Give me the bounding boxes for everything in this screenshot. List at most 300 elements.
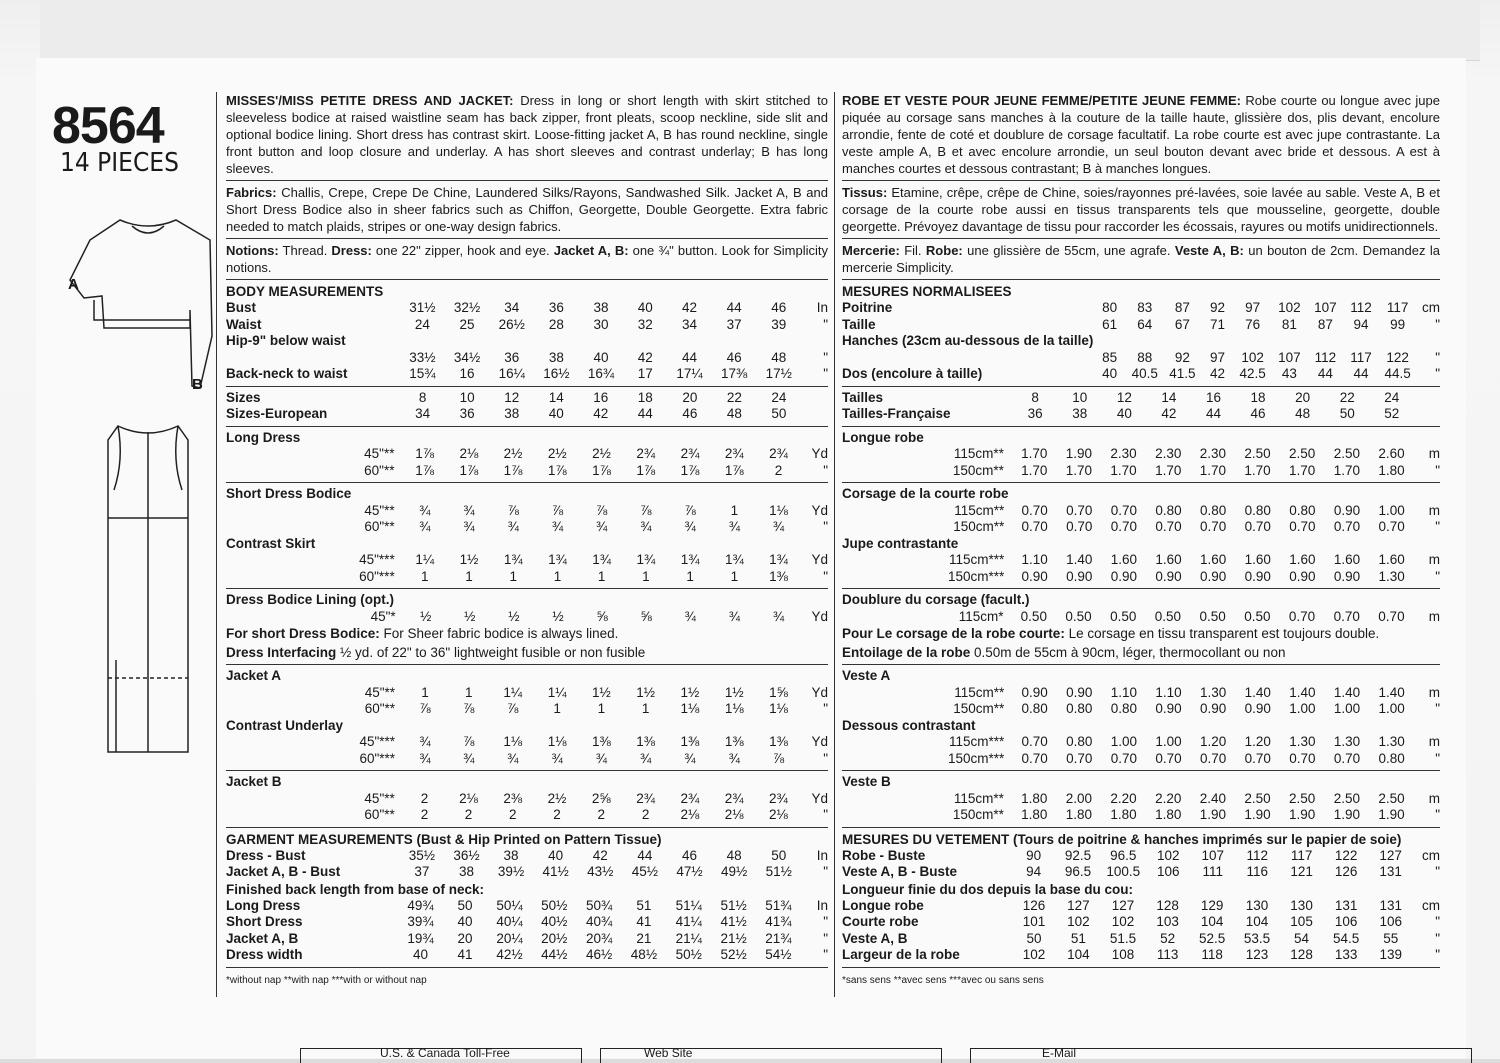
cell-value: 2¾ (724, 446, 744, 461)
unit: Yd (811, 552, 828, 567)
cell-value: 112 (1350, 300, 1372, 315)
cell-value: ⅞ (551, 502, 564, 518)
cell-value: 1⅛ (724, 701, 744, 716)
cell-value: 32½ (453, 300, 481, 315)
cell-value: 2¾ (636, 446, 656, 461)
row-sublabel: 115cm* (958, 608, 1004, 624)
cell-value: 0.90 (1244, 701, 1271, 716)
cell-value: 28 (548, 316, 564, 332)
group-heading: Contrast Underlay (226, 717, 344, 733)
unit: " (823, 750, 828, 766)
cell-value: 36½ (453, 847, 480, 863)
cell-value: 1.30 (1333, 734, 1361, 749)
cell-value: 1.30 (1378, 734, 1405, 749)
cell-value: 0.80 (1244, 502, 1271, 518)
cell-value: 42 (1209, 366, 1225, 381)
table-row (226, 947, 828, 964)
cell-value: 46 (681, 847, 698, 863)
cell-value: 2⅛ (680, 807, 700, 822)
cell-value: 117 (1386, 300, 1409, 315)
cell-value: ½ (552, 608, 564, 624)
unit: " (1435, 568, 1440, 584)
cell-value: 2.50 (1289, 790, 1316, 806)
cell-value: 38 (548, 349, 564, 365)
cell-value: 16 (1205, 389, 1221, 405)
fabrics-en: Fabrics: Challis, Crepe, Crepe De Chine, Laundered Silks/Rayons, Sandwashed Silk. Jacket A, B and Short Dress Bodice also in sheer fabrics such as Chiffon, Georgette, Double Georgette. Extra fabric needed to match plaids, stripes or one-way design fabrics. (226, 185, 828, 234)
cell-value: 48 (1295, 406, 1311, 421)
row-label: Jacket A, B (226, 930, 299, 946)
cell-value: 40 (1102, 366, 1118, 381)
cell-value: 0.70 (1066, 519, 1093, 534)
cell-value: 50¼ (496, 897, 523, 913)
cell-value: 2½ (592, 446, 611, 461)
table-row (842, 300, 1440, 317)
cell-value: 1.70 (1021, 462, 1048, 478)
cell-value: 53.5 (1243, 930, 1271, 946)
table-row (226, 914, 828, 931)
cell-value: 26½ (498, 316, 525, 332)
cell-value: 104 (1245, 914, 1269, 929)
row-label: Long Dress (226, 897, 301, 913)
cell-value: 51¾ (765, 897, 792, 913)
cell-value: 54½ (765, 947, 792, 962)
cell-value (1307, 333, 1343, 350)
cell-value (1164, 333, 1202, 350)
email-label: E-Mail (1042, 1046, 1077, 1060)
table-row (226, 300, 828, 317)
cell-value: 1 (421, 568, 429, 584)
cell-value: 17½ (765, 366, 792, 381)
cell-value: 1 (642, 568, 650, 584)
cell-value: 52 (1384, 406, 1400, 421)
row-sublabel: 115cm** (953, 790, 1004, 806)
notions-fr: Mercerie: Fil. Robe: une glissière de 55cm, une agrafe. Veste A, B: un bouton de 2cm. Demandez la mercerie Simplicity. (842, 243, 1440, 275)
cell-value: 8 (1031, 389, 1039, 405)
cell-value: 85 (1102, 349, 1118, 365)
cell-value: 34 (681, 316, 697, 332)
cell-value: 126 (1334, 864, 1358, 879)
cell-value: 42 (592, 847, 608, 863)
cell-value: 1¾ (548, 552, 567, 567)
cell-value: ½ (420, 608, 432, 624)
cell-value: 0.90 (1199, 701, 1227, 716)
cell-value: ¾ (551, 519, 564, 534)
french-column (842, 92, 1440, 989)
cell-value: 1.70 (1110, 462, 1137, 478)
cell-value: 39½ (497, 864, 525, 879)
cell-value: ¾ (507, 750, 519, 766)
website-label: Web Site (644, 1046, 693, 1060)
table-row (842, 609, 1440, 626)
cell-value: 2¾ (769, 446, 788, 461)
cell-value: 40¼ (496, 914, 523, 929)
cell-value: 41½ (720, 914, 747, 929)
cell-value: 96.5 (1064, 864, 1092, 879)
cell-value: 1.70 (1289, 462, 1316, 478)
cell-value: 2⅛ (724, 807, 744, 822)
unit: " (1435, 750, 1440, 766)
cell-value: 14 (548, 389, 564, 405)
row-label: Veste A, B - Buste (842, 864, 958, 879)
cell-value: 36 (548, 300, 564, 315)
table-row (226, 552, 828, 569)
cell-value: 44 (637, 847, 653, 863)
cell-value: 1¾ (769, 552, 788, 567)
cell-value (400, 333, 445, 350)
cell-value: ¾ (684, 608, 696, 624)
cell-value: 21½ (720, 930, 747, 946)
cell-value: 0.80 (1378, 750, 1405, 766)
cell-value: 87 (1317, 316, 1333, 332)
row-label: Sizes (226, 389, 261, 405)
cell-value: 1.30 (1289, 734, 1316, 749)
cell-value: 50 (771, 406, 787, 421)
cell-value: 41.5 (1169, 366, 1196, 381)
cell-value: 40.5 (1131, 366, 1158, 381)
cell-value: 0.50 (1065, 608, 1092, 624)
cell-value: 1 (553, 568, 562, 584)
cell-value: 97 (1245, 300, 1261, 315)
cell-value: ¾ (595, 750, 607, 766)
cell-value: 2 (597, 807, 606, 822)
table-row (226, 898, 828, 915)
cell-value (1379, 333, 1417, 350)
table-row (842, 791, 1440, 808)
table-row (842, 317, 1440, 334)
table-row (842, 366, 1440, 383)
group-heading: Short Dress Bodice (226, 486, 352, 501)
cell-value: 1 (597, 568, 606, 584)
cell-value: ¾ (640, 519, 652, 534)
cell-value: 36 (504, 349, 520, 365)
cell-value: 100.5 (1106, 864, 1141, 879)
cell-value: 1⅞ (636, 462, 656, 478)
table-row (842, 503, 1440, 520)
cell-value: 117 (1290, 847, 1313, 863)
cell-value: 40 (412, 947, 428, 962)
unit: m (1428, 552, 1440, 567)
cell-value: 20½ (541, 930, 568, 946)
sheer-note-en: For short Dress Bodice: For Sheer fabric bodice is always lined. (226, 626, 619, 641)
cell-value: 41¼ (675, 914, 702, 929)
body-measurements-fr (842, 300, 1440, 383)
unit: In (816, 300, 828, 315)
cell-value: ¾ (728, 608, 740, 624)
cell-value: 37 (414, 864, 430, 879)
cell-value: 48 (726, 406, 742, 421)
unit: " (1435, 914, 1440, 929)
unit: In (816, 897, 828, 913)
row-sublabel: 45"** (364, 684, 396, 700)
cell-value: ¾ (772, 519, 785, 534)
table-row (226, 503, 828, 520)
cell-value: 2.40 (1199, 790, 1226, 806)
cell-value: 1⅝ (769, 684, 788, 700)
cell-value: 0.80 (1199, 502, 1227, 518)
cell-value: 1 (730, 502, 739, 518)
cell-value: 1⅜ (591, 734, 611, 749)
unit: m (1428, 684, 1440, 700)
row-sublabel: 45"** (364, 790, 395, 806)
row-label: Hanches (23cm au-dessous de la taille) (842, 333, 1094, 348)
cell-value: 1 (509, 568, 517, 584)
group-heading: Jacket A (226, 668, 282, 683)
cell-value: 2 (553, 807, 561, 822)
cell-value: ¾ (596, 519, 608, 534)
row-sublabel: 60"** (364, 701, 396, 716)
table-row (842, 807, 1440, 824)
cell-value: 48½ (630, 947, 658, 962)
cell-value: 0.70 (1288, 608, 1316, 624)
cell-value: 107 (1314, 300, 1337, 315)
cell-value: 40 (548, 406, 564, 421)
cell-value: 24 (771, 389, 787, 405)
cell-value: 1⅜ (680, 734, 700, 749)
cell-value: 81 (1281, 316, 1297, 332)
cell-value: 2.00 (1065, 790, 1093, 806)
unit: " (823, 947, 828, 962)
cell-value: 118 (1201, 947, 1223, 962)
cell-value: 1⅞ (503, 462, 523, 478)
cell-value: 50 (1339, 406, 1355, 421)
cell-value: 1 (421, 684, 429, 700)
cell-value: 14 (1161, 389, 1177, 405)
cell-value: 2 (420, 790, 429, 806)
cell-value: 43½ (587, 864, 614, 879)
cell-value: 20¼ (496, 930, 523, 946)
row-sublabel: 150cm*** (948, 568, 1005, 584)
cell-value: 80 (1102, 300, 1118, 315)
cell-value: 44 (1205, 406, 1221, 421)
unit (1414, 390, 1440, 407)
view-a-label: A (68, 276, 79, 293)
cell-value: 38 (1072, 406, 1088, 421)
row-label: Courte robe (842, 914, 919, 929)
row-sublabel: 45"** (364, 446, 395, 461)
cell-value: ¾ (640, 750, 652, 766)
cell-value: ¾ (463, 519, 475, 534)
view-b-label: B (192, 376, 203, 393)
garment-heading-en: GARMENT MEASUREMENTS (Bust & Hip Printed on Pattern Tissue) (226, 831, 662, 847)
cell-value: ¾ (728, 750, 740, 766)
row-label: Jacket A, B - Bust (226, 864, 341, 879)
row-sublabel: 60"*** (359, 568, 395, 584)
cell-value: 0.80 (1155, 502, 1182, 518)
unit: " (823, 316, 828, 332)
cell-value: 51¼ (675, 897, 702, 913)
cell-value: ¾ (551, 750, 563, 766)
cell-value: 34 (415, 406, 431, 421)
group-heading: Dress Bodice Lining (opt.) (226, 592, 395, 607)
cell-value: 1.30 (1378, 568, 1405, 584)
unit (801, 406, 828, 423)
footnote-en: *without nap **with nap ***with or without nap (226, 974, 427, 986)
cell-value: 24 (414, 316, 430, 332)
cell-value: 106 (1334, 914, 1358, 929)
cell-value: 1.90 (1244, 807, 1271, 822)
table-row (226, 791, 828, 808)
cell-value: 38 (593, 300, 609, 315)
cell-value: ⅞ (507, 701, 519, 716)
cell-value: 42 (681, 300, 697, 315)
cell-value: ¾ (684, 750, 696, 766)
cell-value: 0.80 (1066, 701, 1093, 716)
cell-value: 30 (593, 316, 609, 332)
table-row (842, 898, 1440, 915)
body-measurements-heading-fr: MESURES NORMALISEES (842, 284, 1012, 299)
cell-value: 1.70 (1021, 446, 1048, 461)
row-sublabel: 150cm** (953, 519, 1005, 534)
cell-value: 92.5 (1064, 847, 1092, 863)
cell-value: 43 (1281, 366, 1297, 381)
unit: " (823, 349, 828, 365)
cell-value: 0.80 (1110, 701, 1137, 716)
cell-value: 1⅞ (459, 462, 479, 478)
cell-value: ¾ (507, 519, 519, 534)
row-label: Sizes-European (226, 406, 328, 421)
cell-value: 1.10 (1110, 684, 1137, 700)
cell-value: 107 (1278, 349, 1301, 365)
cell-value: 0.70 (1021, 734, 1048, 749)
cell-value: 71 (1209, 316, 1225, 332)
cell-value: 90 (1026, 847, 1042, 863)
cell-value: 1.70 (1155, 462, 1182, 478)
cell-value: 0.90 (1333, 502, 1361, 518)
cell-value: 1⅛ (680, 701, 700, 716)
cell-value: 131 (1379, 897, 1403, 913)
cell-value: 107 (1201, 847, 1225, 863)
cell-value: 1.60 (1289, 552, 1316, 567)
cell-value: 1.00 (1333, 701, 1361, 716)
cell-value: 1.90 (1199, 807, 1226, 822)
table-row (842, 406, 1440, 423)
unit: " (1435, 701, 1440, 716)
cell-value: 38 (458, 864, 474, 879)
unit (801, 333, 828, 350)
cell-value: 0.90 (1289, 568, 1316, 584)
cell-value: 50 (457, 897, 473, 913)
cell-value: 1.70 (1065, 462, 1093, 478)
cell-value: 104 (1067, 947, 1090, 962)
technical-drawings (40, 200, 220, 760)
group-heading: Jacket B (226, 774, 282, 789)
cell-value: 1.80 (1110, 807, 1137, 822)
cell-value: 21¼ (675, 930, 702, 946)
cell-value (445, 333, 490, 350)
cell-value: 87 (1174, 300, 1190, 315)
unit: " (1435, 349, 1440, 365)
cell-value: 0.70 (1021, 750, 1048, 766)
cell-value: 39¾ (407, 914, 434, 929)
cell-value: 2.30 (1155, 446, 1182, 461)
row-label: Bust (226, 300, 256, 315)
cell-value: 20 (1295, 389, 1311, 405)
cell-value: 46 (726, 349, 742, 365)
row-sublabel: 150cm** (952, 462, 1004, 478)
row-label: Robe - Buste (842, 847, 926, 863)
cell-value: 96.5 (1110, 847, 1137, 863)
cell-value: 102 (1157, 847, 1180, 863)
table-row (226, 685, 828, 702)
cell-value: 44 (1317, 366, 1333, 381)
cell-value: 102 (1067, 914, 1090, 929)
cell-value: 20 (682, 389, 698, 405)
cell-value: 51½ (720, 897, 747, 913)
cell-value: 34 (504, 300, 520, 315)
interfacing-en: Dress Interfacing ½ yd. of 22" to 36" lightweight fusible or non fusible (226, 645, 646, 660)
unit: cm (1422, 300, 1440, 315)
cell-value: 92 (1209, 300, 1225, 315)
group-heading: Corsage de la courte robe (842, 486, 1009, 501)
cell-value: 111 (1202, 864, 1224, 879)
cell-value: 1½ (680, 684, 700, 700)
table-row (226, 366, 828, 383)
row-label: Dress - Bust (226, 847, 306, 863)
table-row (842, 734, 1440, 751)
cell-value: 12 (504, 389, 520, 405)
cell-value: 1⅞ (592, 462, 611, 478)
table-row (842, 390, 1440, 407)
cell-value: 1.90 (1378, 807, 1405, 822)
cell-value: ⅞ (419, 701, 431, 716)
cell-value: 1½ (724, 684, 744, 700)
cell-value: 0.90 (1021, 568, 1048, 584)
jacket-yardage-en (226, 664, 828, 824)
cell-value: 1.40 (1333, 684, 1361, 700)
cell-value: 0.90 (1155, 568, 1182, 584)
row-label (226, 350, 400, 367)
cell-value: 103 (1156, 914, 1179, 929)
cell-value: 0.70 (1155, 519, 1182, 534)
table-row (226, 519, 828, 536)
column-divider-middle (834, 92, 835, 997)
unit: m (1428, 502, 1440, 518)
table-row (842, 333, 1440, 350)
cell-value: 20 (457, 930, 473, 946)
table-row (842, 947, 1440, 964)
cell-value: 1 (641, 701, 650, 716)
column-divider-left (216, 92, 217, 997)
table-row (842, 751, 1440, 768)
cell-value: 51 (636, 897, 652, 913)
cell-value: 10 (1072, 389, 1088, 405)
unit: " (1435, 519, 1440, 534)
cell-value: 126 (1022, 897, 1046, 913)
group-heading: Longue robe (842, 429, 924, 445)
table-row (226, 807, 828, 824)
unit: m (1428, 734, 1440, 749)
unit: cm (1422, 847, 1440, 863)
contact-footer (300, 1042, 1480, 1062)
cell-value: 1¾ (680, 552, 700, 567)
cell-value: 1⅛ (503, 734, 523, 749)
cell-value: 1.80 (1378, 462, 1405, 478)
cell-value: ¾ (419, 750, 431, 766)
table-row (842, 848, 1440, 865)
cell-value: 51.5 (1109, 930, 1137, 946)
cell-value: ⅞ (684, 502, 696, 518)
cell-value: 54.5 (1333, 930, 1360, 946)
cell-value: 36 (459, 406, 475, 421)
cell-value: 130 (1290, 897, 1313, 913)
table-row (226, 317, 828, 334)
unit: " (823, 462, 828, 478)
cell-value: 97 (1209, 349, 1225, 365)
cell-value: 129 (1200, 897, 1224, 913)
row-sublabel: 60"*** (359, 750, 396, 766)
cell-value: 1 (686, 568, 694, 584)
cell-value: 1¼ (415, 552, 435, 567)
